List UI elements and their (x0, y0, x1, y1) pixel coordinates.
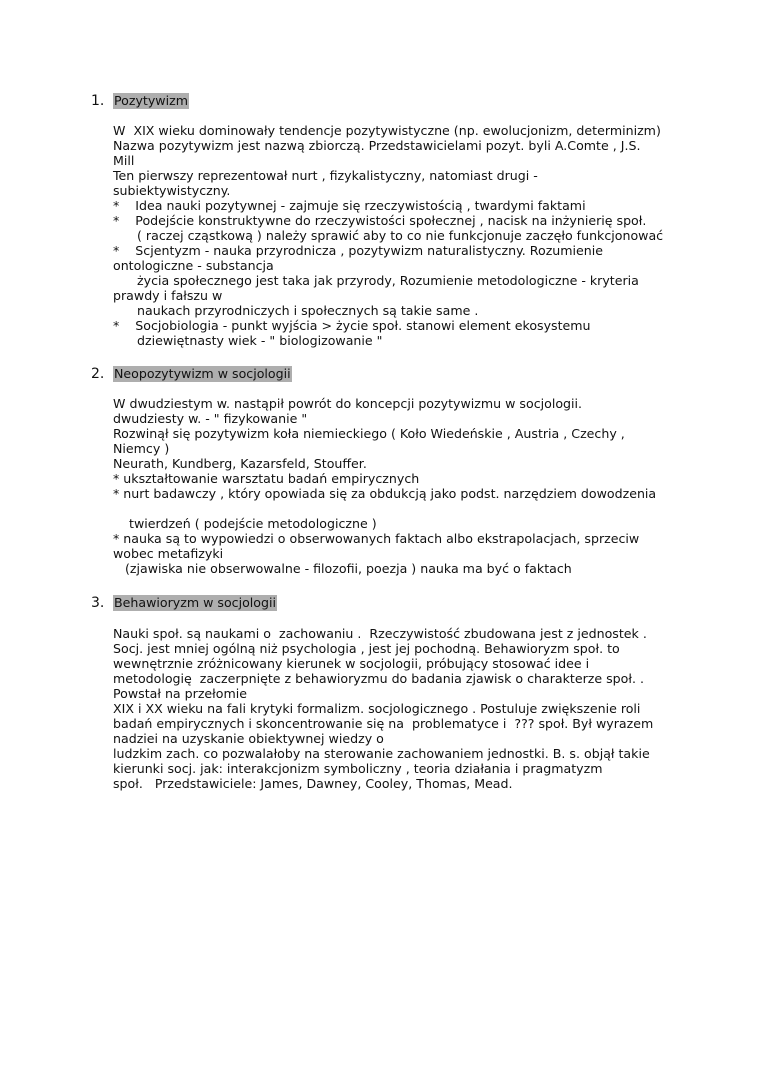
section-body (113, 123, 683, 348)
text-line: W XIX wieku dominowały tendencje pozytywistyczne (np. ewolucjonizm, determinizm) (113, 123, 661, 138)
text-line: * ukształtowanie warsztatu badań empirycznych (113, 471, 420, 486)
text-line: metodologię zaczerpnięte z behawioryzmu do badania zjawisk o charakterze społ. . (113, 671, 644, 686)
text-line: Mill (113, 153, 135, 168)
text-line: naukach przyrodniczych i społecznych są takie same . (113, 303, 479, 318)
section-number: 2. (91, 366, 105, 382)
section-heading (91, 594, 691, 612)
text-line: dwudziesty w. - " fizykowanie " (113, 411, 308, 426)
section-title: Neopozytywizm w socjologii (114, 366, 291, 381)
text-line: XIX i XX wieku na fali krytyki formalizm. socjologicznego . Postuluje zwiększenie roli (113, 701, 641, 716)
text-line: Ten pierwszy reprezentował nurt , fizykalistyczny, natomiast drugi - (113, 168, 538, 183)
section-title: Behawioryzm w socjologii (114, 595, 276, 610)
text-line: * nauka są to wypowiedzi o obserwowanych faktach albo ekstrapolacjach, sprzeciw (113, 531, 640, 546)
text-line: Neurath, Kundberg, Kazarsfeld, Stouffer. (113, 456, 367, 471)
section-title: Pozytywizm (114, 93, 188, 108)
text-line: wobec metafizyki (113, 546, 224, 561)
section-positivism (91, 92, 691, 110)
text-line: Nauki społ. są naukami o zachowaniu . Rzeczywistość zbudowana jest z jednostek . (113, 626, 647, 641)
text-line: ludzkim zach. co pozwalałoby na sterowanie zachowaniem jednostki. B. s. objął takie (113, 746, 650, 761)
text-line: ( raczej cząstkową ) należy sprawić aby to co nie funkcjonuje zaczęło funkcjonować (113, 228, 664, 243)
text-line: * nurt badawczy , który opowiada się za obdukcją jako podst. narzędziem dowodzenia (113, 486, 657, 501)
text-line: prawdy i fałszu w (113, 288, 223, 303)
text-line: (zjawiska nie obserwowalne - filozofii, poezja ) nauka ma być o faktach (113, 561, 572, 576)
section-body (113, 396, 683, 576)
text-line: nadziei na uzyskanie obiektywnej wiedzy o (113, 731, 384, 746)
section-heading (91, 365, 691, 383)
text-line: * Scjentyzm - nauka przyrodnicza , pozytywizm naturalistyczny. Rozumienie (113, 243, 604, 258)
text-line: kierunki socj. jak: interakcjonizm symboliczny , teoria działania i pragmatyzm (113, 761, 603, 776)
section-heading (91, 92, 691, 110)
section-body (113, 626, 683, 791)
text-line: Powstał na przełomie (113, 686, 247, 701)
text-line: W dwudziestym w. nastąpił powrót do koncepcji pozytywizmu w socjologii. (113, 396, 583, 411)
text-line: życia społecznego jest taka jak przyrody, Rozumienie metodologiczne - kryteria (113, 273, 639, 288)
section-number: 1. (91, 93, 105, 109)
text-line: * Podejście konstruktywne do rzeczywistości społecznej , nacisk na inżynierię społ. (113, 213, 647, 228)
text-line: ontologiczne - substancja (113, 258, 274, 273)
text-line: * Socjobiologia - punkt wyjścia > życie społ. stanowi element ekosystemu (113, 318, 591, 333)
section-neopositivism (91, 365, 691, 383)
text-line: Socj. jest mniej ogólną niż psychologia , jest jej pochodną. Behawioryzm społ. to (113, 641, 620, 656)
text-line: Niemcy ) (113, 441, 170, 456)
text-line: subiektywistyczny. (113, 183, 231, 198)
text-line: Nazwa pozytywizm jest nazwą zbiorczą. Przedstawicielami pozyt. byli A.Comte , J.S. (113, 138, 641, 153)
section-behaviorism (91, 594, 691, 612)
text-line: społ. Przedstawiciele: James, Dawney, Cooley, Thomas, Mead. (113, 776, 513, 791)
text-line: twierdzeń ( podejście metodologiczne ) (113, 516, 377, 531)
text-line: Rozwinął się pozytywizm koła niemieckiego ( Koło Wiedeńskie , Austria , Czechy , (113, 426, 625, 441)
text-line: * Idea nauki pozytywnej - zajmuje się rzeczywistością , twardymi faktami (113, 198, 586, 213)
text-line: badań empirycznych i skoncentrowanie się na problematyce i ??? społ. Był wyrazem (113, 716, 654, 731)
text-line (113, 501, 683, 516)
section-number: 3. (91, 595, 105, 611)
text-line: dziewiętnasty wiek - " biologizowanie " (113, 333, 383, 348)
text-line: wewnętrznie zróżnicowany kierunek w socjologii, próbujący stosować idee i (113, 656, 590, 671)
